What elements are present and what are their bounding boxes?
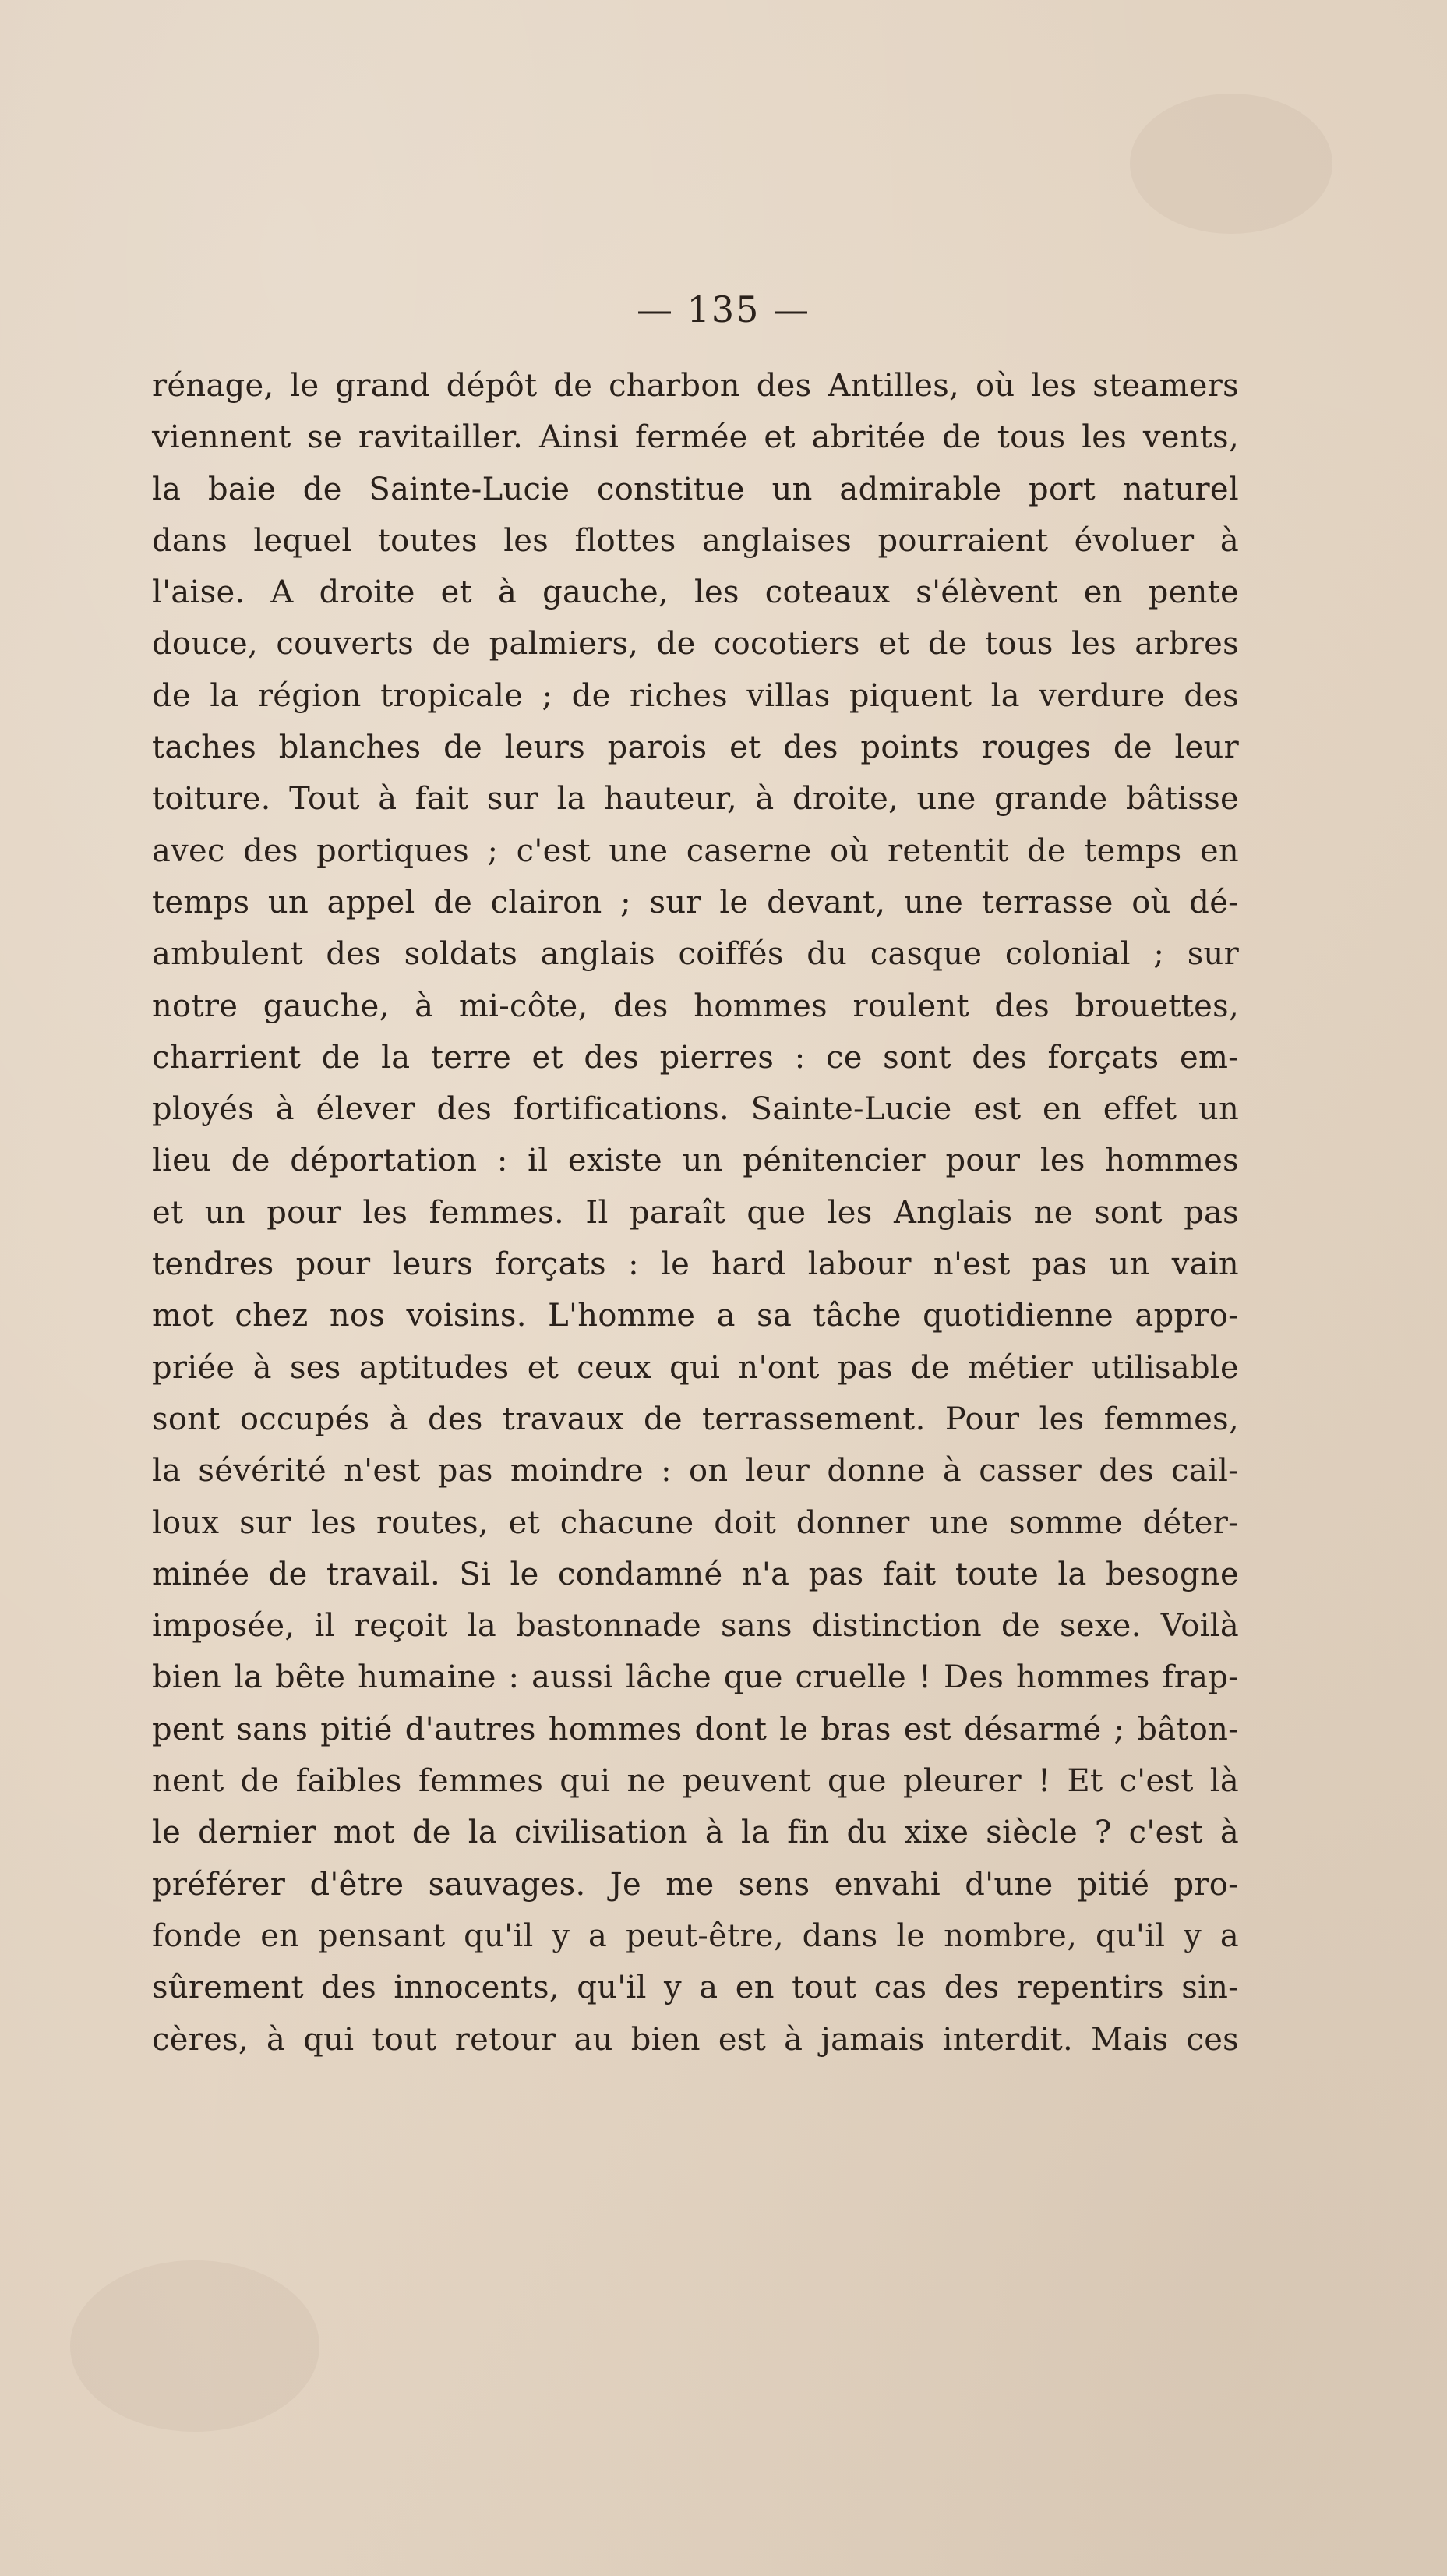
text-line: la sévérité n'est pas moindre : on leur donne à casser des cail- <box>152 1453 1239 1489</box>
text-line: rénage, le grand dépôt de charbon des Antilles, où les steamers <box>152 368 1239 404</box>
text-line: imposée, il reçoit la bastonnade sans distinction de sexe. Voilà <box>152 1608 1239 1645</box>
text-line: priée à ses aptitudes et ceux qui n'ont pas de métier utilisable <box>152 1349 1239 1386</box>
text-line: viennent se ravitailler. Ainsi fermée et abritée de tous les vents, <box>152 419 1239 456</box>
text-line: dans lequel toutes les flottes anglaises pourraient évoluer à <box>152 522 1239 559</box>
body-text <box>152 360 1239 2065</box>
text-line: pent sans pitié d'autres hommes dont le bras est désarmé ; bâton- <box>152 1711 1239 1747</box>
text-line: et un pour les femmes. Il paraît que les Anglais ne sont pas <box>152 1194 1239 1231</box>
text-line: préférer d'être sauvages. Je me sens envahi d'une pitié pro- <box>152 1866 1239 1903</box>
paper-stain <box>1130 94 1332 234</box>
text-line: le dernier mot de la civilisation à la fin du xixe siècle ? c'est à <box>152 1815 1239 1851</box>
text-line: bien la bête humaine : aussi lâche que cruelle ! Des hommes frap- <box>152 1659 1239 1696</box>
text-line: taches blanches de leurs parois et des points rouges de leur <box>152 730 1239 766</box>
text-line: fonde en pensant qu'il y a peut-être, dans le nombre, qu'il y a <box>152 1917 1239 1954</box>
text-line: minée de travail. Si le condamné n'a pas fait toute la besogne <box>152 1556 1239 1592</box>
text-line: notre gauche, à mi-côte, des hommes roulent des brouettes, <box>152 988 1239 1024</box>
text-line: ployés à élever des fortifications. Sainte-Lucie est en effet un <box>152 1091 1239 1128</box>
text-line: temps un appel de clairon ; sur le devant, une terrasse où dé- <box>152 884 1239 921</box>
text-line: ambulent des soldats anglais coiffés du casque colonial ; sur <box>152 936 1239 973</box>
text-line: mot chez nos voisins. L'homme a sa tâche quotidienne appro- <box>152 1298 1239 1334</box>
text-line: de la région tropicale ; de riches villas piquent la verdure des <box>152 677 1239 714</box>
text-line: tendres pour leurs forçats : le hard labour n'est pas un vain <box>152 1246 1239 1283</box>
text-line: avec des portiques ; c'est une caserne où retentit de temps en <box>152 832 1239 869</box>
text-line: lieu de déportation : il existe un pénitencier pour les hommes <box>152 1143 1239 1179</box>
text-line: sont occupés à des travaux de terrassement. Pour les femmes, <box>152 1401 1239 1437</box>
text-line: douce, couverts de palmiers, de cocotiers et de tous les arbres <box>152 626 1239 663</box>
text-line: l'aise. A droite et à gauche, les coteaux s'élèvent en pente <box>152 574 1239 611</box>
text-line: loux sur les routes, et chacune doit donner une somme déter- <box>152 1504 1239 1541</box>
page-number: — 135 — <box>636 288 811 330</box>
paper-stain <box>70 2260 319 2432</box>
text-line: nent de faibles femmes qui ne peuvent que pleurer ! Et c'est là <box>152 1763 1239 1800</box>
text-line: cères, à qui tout retour au bien est à jamais interdit. Mais ces <box>152 2021 1239 2058</box>
text-line: la baie de Sainte-Lucie constitue un admirable port naturel <box>152 471 1239 507</box>
text-line: toiture. Tout à fait sur la hauteur, à droite, une grande bâtisse <box>152 781 1239 818</box>
text-line: sûrement des innocents, qu'il y a en tout cas des repentirs sin- <box>152 1970 1239 2006</box>
text-line: charrient de la terre et des pierres : ce sont des forçats em- <box>152 1039 1239 1076</box>
